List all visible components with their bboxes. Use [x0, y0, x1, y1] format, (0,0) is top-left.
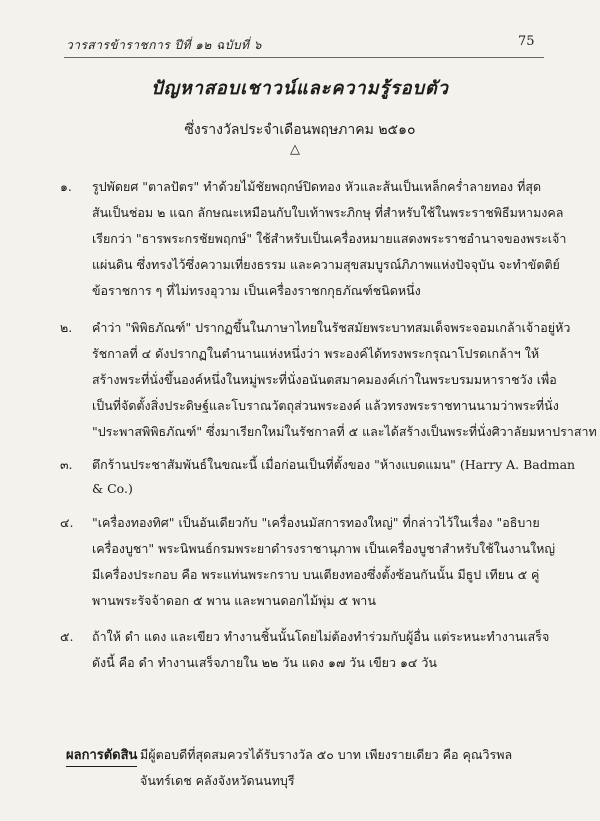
item-line: ข้อราชการ ๆ ที่ไม่ทรงอุวาม เป็นเครื่องราชกกุธภัณฑ์ชนิดหนึ่ง [92, 283, 421, 298]
item-line: พานพระรัจจ้าดอก ๕ พาน และพานดอกไม้พุ่ม ๕ พาน [92, 593, 376, 608]
item-number: ๒. [60, 320, 73, 335]
item-line: ดังนี้ คือ ดำ ทำงานเสร็จภายใน ๒๒ วัน แดง ๑๗ วัน เขียว ๑๔ วัน [92, 655, 437, 670]
item-line: "เครื่องทองทิศ" เป็นอันเดียวกับ "เครื่องนมัสการทองใหญ่" ที่กล่าวไว้ในเรื่อง "อธิบาย [92, 515, 540, 530]
item-number: ๑. [60, 179, 72, 194]
triangle-divider: △ [290, 142, 300, 157]
item-line: "ประพาสพิพิธภัณฑ์" ซึ่งมาเรียกใหม่ในรัชกาลที่ ๕ และได้สร้างเป็นพระที่นั่งศิวาลัยมหาปราสาท [92, 424, 597, 439]
result-line: จันทร์เดช คลังจังหวัดนนทบุรี [140, 773, 295, 788]
item-line: แผ่นดิน ซึ่งทรงไว้ซึ่งความเที่ยงธรรม และความสุขสมบูรณ์ภิภาพแห่งปัจจุบัน จะทำขัตติย์ [92, 257, 560, 272]
item-line: ตึกร้านประชาสัมพันธ์ในขณะนี้ เมื่อก่อนเป็นที่ตั้งของ "ห้างแบดแมน" (Harry A. Badman [92, 457, 576, 472]
page-subtitle: ซึ่งรางวัลประจำเดือนพฤษภาคม ๒๕๑๐ [184, 122, 416, 138]
header-rule [64, 57, 544, 58]
result-label: ผลการตัดสิน [66, 744, 137, 767]
page-title: ปัญหาสอบเชาวน์และความรู้รอบตัว [151, 78, 449, 99]
page-number: 75 [518, 34, 535, 49]
item-line: สร้างพระที่นั่งขึ้นองค์หนึ่งในหมู่พระที่นั่งอนันตสมาคมองค์เก่าในพระบรมมหาราชวัง เพื่อ [92, 372, 557, 387]
item-line: เป็นที่จัดตั้งสิ่งประดิษฐ์และโบราณวัตถุส่วนพระองค์ แล้วทรงพระราชทานนามว่าพระที่นั่ง [92, 398, 559, 413]
item-line: ถ้าให้ ดำ แดง และเขียว ทำงานชิ้นนั้นโดยไม่ต้องทำร่วมกับผู้อื่น แต่ระหนะทำงานเสร็จ [92, 629, 550, 644]
result-line: มีผู้ตอบดีที่สุดสมควรได้รับรางวัล ๕๐ บาท เพียงรายเดียว คือ คุณวิรพล [140, 747, 513, 762]
item-line: รูปพัดยศ "ตาลปัตร" ทำด้วยไม้ชัยพฤกษ์ปิดทอง หัวและส้นเป็นเหล็กคร่ำลายทอง ที่สุด [92, 179, 542, 194]
item-line: สันเป็นช่อม ๒ แฉก ลักษณะเหมือนกับใบเท้าพระภิกษุ ที่สำหรับใช้ในพระราชพิธีมหามงคล [92, 205, 564, 220]
item-line: & Co.) [92, 481, 133, 496]
item-line: เครื่องบูชา" พระนิพนธ์กรมพระยาดำรงราชานุภาพ เป็นเครื่องบูชาสำหรับใช้ในงานใหญ่ [92, 541, 556, 556]
item-number: ๔. [60, 515, 74, 530]
journal-header: วารสารข้าราชการ ปีที่ ๑๒ ฉบับที่ ๖ [66, 38, 262, 52]
item-line: เรียกว่า "ธารพระกรชัยพฤกษ์" ใช้สำหรับเป็นเครื่องหมายแสดงพระราชอำนาจของพระเจ้า [92, 231, 567, 246]
item-number: ๓. [60, 457, 73, 472]
item-number: ๕. [60, 629, 74, 644]
item-line: คำว่า "พิพิธภัณฑ์" ปรากฏขึ้นในภาษาไทยในรัชสมัยพระบาทสมเด็จพระจอมเกล้าเจ้าอยู่หัว [92, 320, 571, 335]
item-line: มีเครื่องประกอบ คือ พระแท่นพระกราบ บนเตียงทองซึ่งตั้งซ้อนกันนั้น มีธูป เทียน ๕ คู่ [92, 567, 540, 582]
item-line: รัชกาลที่ ๔ ดังปรากฏในตำนานแห่งหนึ่งว่า พระองค์ได้ทรงพระกรุณาโปรดเกล้าฯ ให้ [92, 346, 540, 361]
